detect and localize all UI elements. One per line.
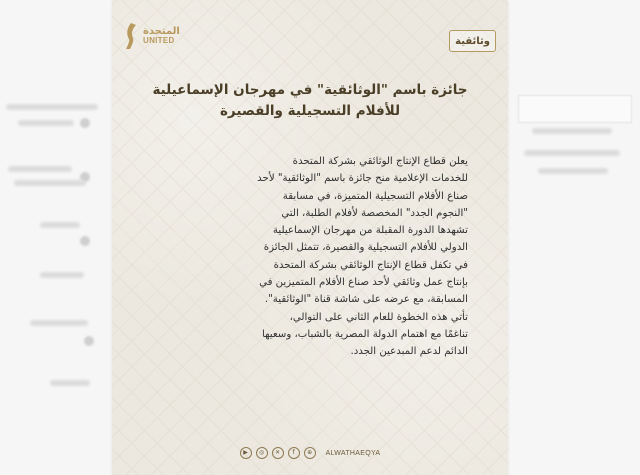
body-line: الدائم لدعم المبدعين الجدد. (350, 346, 468, 358)
instagram-icon[interactable]: ◎ (256, 447, 268, 459)
bg-blur-dot (80, 118, 90, 128)
logo-english-text: UNITED (143, 36, 175, 45)
bg-blur-line (538, 168, 608, 174)
bg-blur-line (14, 180, 86, 186)
background-right-column (508, 0, 640, 475)
body-line: للخدمات الإعلامية منح جائزة باسم "الوثائقية" لأحد (257, 173, 468, 185)
x-icon[interactable]: ✕ (272, 447, 284, 459)
body-line: بإنتاج عمل وثائقي لأحد صناع الأفلام المتميزين في (259, 277, 468, 289)
body-line: تشهدها الدورة المقبلة من مهرجان الإسماعيلية (272, 225, 468, 237)
bg-blur-line (6, 104, 98, 110)
body-line: تأتي هذه الخطوة للعام الثاني على التوالي، (289, 311, 468, 323)
body-line: تناغمًا مع اهتمام الدولة المصرية بالشباب، وسعيها (262, 328, 468, 340)
bg-blur-line (40, 272, 84, 278)
bg-blur-dot (84, 336, 94, 346)
bg-blur-dot (80, 236, 90, 246)
body-line: يعلن قطاع الإنتاج الوثائقي بشركة المتحدة (292, 156, 468, 167)
social-handle: ALWATHAEQYA (325, 449, 381, 457)
bg-blur-line (532, 128, 612, 134)
united-logo-icon (124, 22, 138, 50)
facebook-icon[interactable]: f (288, 447, 300, 459)
announcement-body (152, 153, 468, 361)
social-footer (112, 447, 508, 459)
bg-blur-line (40, 222, 80, 228)
bg-blur-line (524, 150, 620, 156)
body-line: الدولي للأفلام التسجيلية والقصيرة، تتمثل الجائزة (263, 242, 468, 254)
bg-blur-line (18, 120, 74, 126)
logo-arabic-text: المتحدة (143, 26, 180, 37)
bg-blur-line (30, 320, 88, 326)
headline-line: جائزة باسم "الوثائقية" في مهرجان الإسماعيلية (152, 82, 468, 98)
announcement-headline (128, 80, 492, 122)
alwathaeqya-badge: وثائقية (449, 30, 496, 52)
background-left-column (0, 0, 112, 475)
headline-line: للأفلام التسجيلية والقصيرة (219, 103, 401, 119)
announcement-card (112, 0, 508, 475)
body-line: المسابقة، مع عرضه على شاشة قناة "الوثائقية". (264, 294, 468, 306)
youtube-icon[interactable]: ▶ (240, 447, 252, 459)
bg-blur-line (50, 380, 90, 386)
body-line: "النجوم الجدد" المخصصة لأفلام الطلبة، التي (281, 207, 468, 219)
bg-blur-line (8, 166, 72, 172)
globe-icon[interactable]: ⊕ (304, 447, 316, 459)
united-media-logo (124, 22, 180, 50)
body-line: صناع الأفلام التسجيلية المتميزة، في مسابقة (282, 190, 468, 202)
body-line: في تكفل قطاع الإنتاج الوثائقي بشركة المتحدة (273, 259, 468, 271)
bg-blur-box (518, 95, 632, 123)
